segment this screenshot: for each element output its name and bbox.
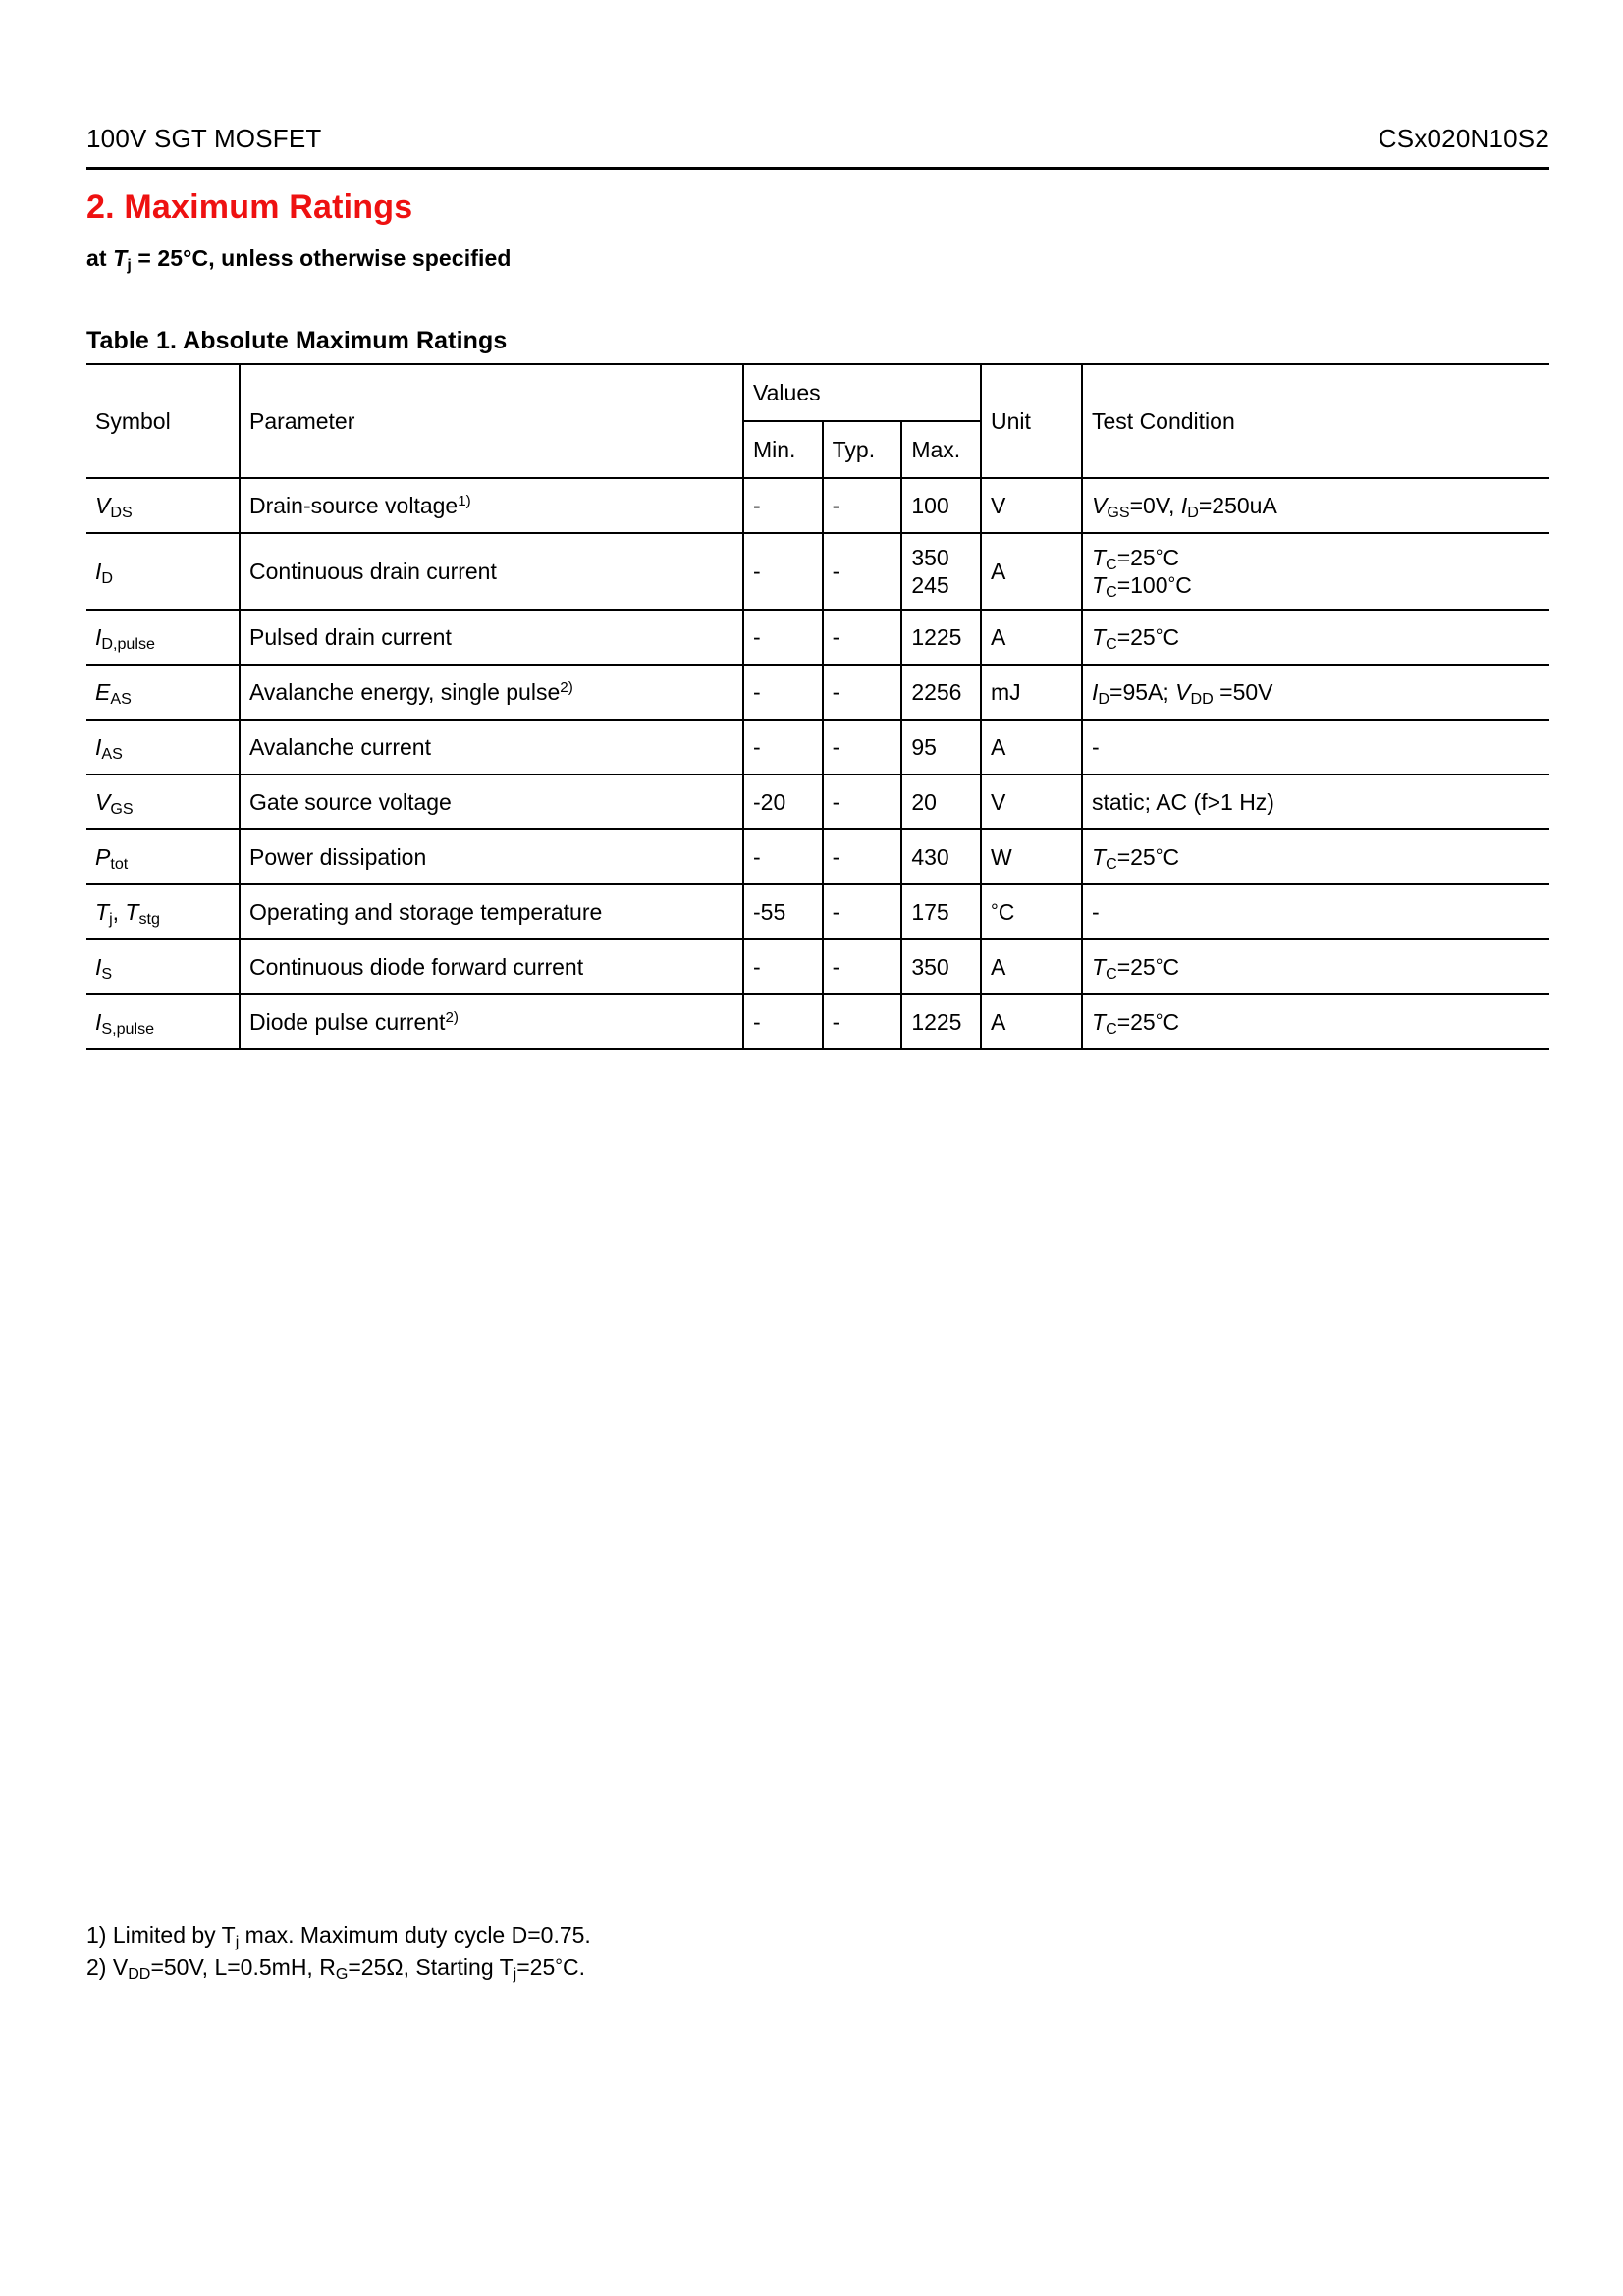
cell-min: - <box>743 610 823 665</box>
text-run: C <box>1163 953 1180 980</box>
cell-max-line-2: 245 <box>911 572 949 598</box>
cell-max: 20 <box>901 774 981 829</box>
cell-typ: - <box>823 478 902 533</box>
cell-typ: - <box>823 829 902 884</box>
cell-symbol <box>86 610 240 665</box>
symbol-subscript-2: stg <box>138 909 160 928</box>
cell-symbol <box>86 774 240 829</box>
table-row <box>86 610 1549 665</box>
cell-unit: mJ <box>981 665 1082 720</box>
text-run: 1) Limited by T <box>86 1922 236 1948</box>
cell-max: 100 <box>901 478 981 533</box>
symbol-subscript: j <box>109 909 113 928</box>
symbol-subscript: S,pulse <box>101 1019 155 1038</box>
cell-max: 95 <box>901 720 981 774</box>
table-row <box>86 774 1549 829</box>
parameter-text: Avalanche current <box>249 733 431 760</box>
text-run: C. <box>562 1954 585 1981</box>
cell-unit: A <box>981 994 1082 1049</box>
cell-max: 350 <box>901 939 981 994</box>
parameter-text: Power dissipation <box>249 843 427 870</box>
text-run: C <box>1163 544 1180 570</box>
text-run: =25Ω, Starting T <box>348 1954 514 1981</box>
table-row <box>86 478 1549 533</box>
cell-parameter <box>240 884 743 939</box>
footnote-line <box>86 1919 591 1951</box>
cell-parameter <box>240 665 743 720</box>
cell-min: -20 <box>743 774 823 829</box>
table-row <box>86 939 1549 994</box>
symbol-subscript: G <box>335 1965 349 1984</box>
symbol-subscript: C <box>1106 555 1117 573</box>
symbol-italic: T <box>1092 544 1107 570</box>
table-head <box>86 364 1549 478</box>
cell-parameter <box>240 994 743 1049</box>
section-subtitle <box>86 245 511 272</box>
cell-min: -55 <box>743 884 823 939</box>
cell-unit: A <box>981 939 1082 994</box>
symbol-italic: I <box>1180 492 1188 518</box>
ratings-table-wrapper <box>86 363 1549 1050</box>
cell-symbol <box>86 533 240 610</box>
symbol-subscript: j <box>513 1965 517 1984</box>
cell-typ: - <box>823 939 902 994</box>
symbol-subscript: D,pulse <box>101 634 155 653</box>
degree-sign: ° <box>991 900 999 922</box>
running-header <box>86 126 1549 151</box>
parameter-text: Continuous drain current <box>249 558 497 584</box>
col-header-symbol: Symbol <box>86 364 240 478</box>
symbol-subscript: D <box>1098 689 1110 708</box>
cell-typ: - <box>823 884 902 939</box>
cell-parameter <box>240 774 743 829</box>
text-run: =95A; <box>1109 678 1176 705</box>
cell-max-line-1: 350 <box>911 544 949 570</box>
symbol-text: I <box>95 623 102 650</box>
parameter-text: Continuous diode forward current <box>249 953 584 980</box>
cell-parameter <box>240 720 743 774</box>
degree-sign: ° <box>1155 625 1163 647</box>
cell-test-condition <box>1082 994 1549 1049</box>
cell-min: - <box>743 665 823 720</box>
degree-sign: ° <box>555 1956 563 1978</box>
symbol-subscript: DS <box>110 503 133 521</box>
symbol-italic: T <box>1092 953 1107 980</box>
cell-unit: V <box>981 774 1082 829</box>
footnote-marker: 2) <box>445 1008 459 1026</box>
text-run: =25 <box>1116 623 1156 650</box>
symbol-subscript: j <box>235 1933 240 1950</box>
symbol-italic: V <box>1175 678 1191 705</box>
table-header-row-1 <box>86 364 1549 421</box>
text-run: =25 <box>516 1954 556 1981</box>
symbol-subscript: C <box>1106 583 1117 601</box>
degree-sign: ° <box>1167 574 1176 595</box>
symbol-italic: T <box>1092 1008 1107 1035</box>
symbol-subscript: DD <box>1190 689 1214 708</box>
symbol-text-2: T <box>125 898 139 925</box>
cell-typ: - <box>823 774 902 829</box>
cell-symbol <box>86 994 240 1049</box>
cell-min: - <box>743 533 823 610</box>
table-row <box>86 533 1549 610</box>
parameter-text: Drain-source voltage <box>249 492 459 518</box>
cell-min: - <box>743 939 823 994</box>
text-run: =25 <box>1116 843 1156 870</box>
text-run: C <box>1163 1008 1180 1035</box>
col-header-parameter: Parameter <box>240 364 743 478</box>
symbol-text: I <box>95 1008 102 1035</box>
footnotes-block <box>86 1919 591 1985</box>
cell-test-condition-line-2 <box>1092 571 1542 599</box>
cell-test-condition <box>1082 665 1549 720</box>
symbol-text: T <box>95 898 110 925</box>
symbol-subscript: AS <box>101 744 123 763</box>
symbol-subscript: C <box>1106 1019 1117 1038</box>
degree-sign: ° <box>1155 845 1163 867</box>
absolute-maximum-ratings-table <box>86 363 1549 1050</box>
cell-max: 1225 <box>901 994 981 1049</box>
unit-text: C <box>998 898 1015 925</box>
cell-typ: - <box>823 610 902 665</box>
degree-sign: ° <box>1155 955 1163 977</box>
cell-parameter <box>240 478 743 533</box>
degree-sign: ° <box>1155 1010 1163 1032</box>
subtitle-prefix: at <box>86 245 114 271</box>
cell-unit: A <box>981 610 1082 665</box>
symbol-subscript: AS <box>110 689 132 708</box>
header-part-number: CSx020N10S2 <box>1378 124 1549 153</box>
col-header-max: Max. <box>901 421 981 478</box>
cell-min: - <box>743 829 823 884</box>
cell-typ: - <box>823 720 902 774</box>
cell-test-condition <box>1082 884 1549 939</box>
text-run: =100 <box>1116 572 1168 598</box>
cell-test-condition <box>1082 939 1549 994</box>
cell-min: - <box>743 720 823 774</box>
cell-unit: V <box>981 478 1082 533</box>
cell-test-condition <box>1082 829 1549 884</box>
symbol-text: P <box>95 843 111 870</box>
cell-min: - <box>743 478 823 533</box>
symbol-subscript: DD <box>128 1965 151 1984</box>
symbol-italic: T <box>1092 623 1107 650</box>
parameter-text: Diode pulse current <box>249 1008 446 1035</box>
symbol-text: E <box>95 678 111 705</box>
symbol-italic: T <box>1092 572 1107 598</box>
cell-typ: - <box>823 533 902 610</box>
cell-unit <box>981 884 1082 939</box>
table-row <box>86 884 1549 939</box>
symbol-subscript: D <box>1187 503 1199 521</box>
text-run: =250uA <box>1198 492 1277 518</box>
col-header-typ: Typ. <box>823 421 902 478</box>
col-header-test-condition: Test Condition <box>1082 364 1549 478</box>
cell-max: 430 <box>901 829 981 884</box>
cell-test-condition <box>1082 720 1549 774</box>
text-run: 2) V <box>86 1954 129 1981</box>
cell-unit: A <box>981 533 1082 610</box>
table-row <box>86 994 1549 1049</box>
cell-symbol <box>86 478 240 533</box>
cell-parameter <box>240 610 743 665</box>
symbol-text: V <box>95 492 111 518</box>
text-run: C <box>1163 623 1180 650</box>
symbol-separator: , <box>112 898 126 925</box>
text-run: =25 <box>1116 953 1156 980</box>
header-product-family: 100V SGT MOSFET <box>86 124 322 153</box>
cell-test-condition <box>1082 478 1549 533</box>
symbol-text: I <box>95 558 102 584</box>
cell-symbol <box>86 884 240 939</box>
footnote-line <box>86 1951 591 1984</box>
footnote-marker: 2) <box>560 678 573 696</box>
cell-test-condition <box>1082 610 1549 665</box>
symbol-text: I <box>95 953 102 980</box>
cell-test-condition <box>1082 774 1549 829</box>
cell-parameter <box>240 939 743 994</box>
subtitle-symbol: T <box>113 245 128 271</box>
text-run: static; AC (f>1 Hz) <box>1092 788 1274 815</box>
symbol-subscript: C <box>1106 964 1117 983</box>
parameter-text: Operating and storage temperature <box>249 898 603 925</box>
parameter-text: Gate source voltage <box>249 788 452 815</box>
cell-unit: A <box>981 720 1082 774</box>
cell-max: 2256 <box>901 665 981 720</box>
symbol-subscript: tot <box>110 854 129 873</box>
cell-symbol <box>86 939 240 994</box>
text-run: - <box>1092 898 1100 925</box>
parameter-text: Pulsed drain current <box>249 623 452 650</box>
symbol-subscript: D <box>101 568 114 587</box>
section-title: 2. Maximum Ratings <box>86 188 413 226</box>
text-run: max. Maximum duty cycle D=0.75. <box>239 1922 591 1948</box>
subtitle-symbol-subscript: j <box>127 256 132 274</box>
cell-symbol <box>86 829 240 884</box>
symbol-text: I <box>95 733 102 760</box>
footnote-marker: 1) <box>458 492 471 509</box>
col-header-values: Values <box>743 364 981 421</box>
cell-unit: W <box>981 829 1082 884</box>
cell-max: 1225 <box>901 610 981 665</box>
table-caption: Table 1. Absolute Maximum Ratings <box>86 327 508 354</box>
symbol-subscript: GS <box>110 799 134 818</box>
text-run: =50V <box>1213 678 1273 705</box>
symbol-subscript: C <box>1106 634 1117 653</box>
symbol-text: V <box>95 788 111 815</box>
text-run: C <box>1163 843 1180 870</box>
cell-parameter <box>240 533 743 610</box>
subtitle-rest: = 25°C, unless otherwise specified <box>131 245 512 271</box>
table-row <box>86 829 1549 884</box>
text-run: =50V, L=0.5mH, R <box>150 1954 336 1981</box>
text-run: =25 <box>1116 1008 1156 1035</box>
symbol-italic: I <box>1092 678 1099 705</box>
cell-typ: - <box>823 665 902 720</box>
cell-max: 175 <box>901 884 981 939</box>
symbol-subscript: GS <box>1107 503 1130 521</box>
text-run: C <box>1175 572 1192 598</box>
col-header-unit: Unit <box>981 364 1082 478</box>
cell-test-condition-line-1 <box>1092 544 1542 571</box>
cell-min: - <box>743 994 823 1049</box>
symbol-subscript: C <box>1106 854 1117 873</box>
cell-parameter <box>240 829 743 884</box>
symbol-italic: T <box>1092 843 1107 870</box>
text-run: =25 <box>1116 544 1156 570</box>
symbol-subscript: S <box>101 964 113 983</box>
cell-max <box>901 533 981 610</box>
text-run: - <box>1092 733 1100 760</box>
header-divider <box>86 167 1549 170</box>
degree-sign: ° <box>1155 546 1163 567</box>
table-row <box>86 665 1549 720</box>
symbol-italic: V <box>1092 492 1108 518</box>
cell-typ: - <box>823 994 902 1049</box>
cell-symbol <box>86 720 240 774</box>
parameter-text: Avalanche energy, single pulse <box>249 678 561 705</box>
cell-test-condition <box>1082 533 1549 610</box>
table-body <box>86 478 1549 1049</box>
text-run: =0V, <box>1129 492 1181 518</box>
col-header-min: Min. <box>743 421 823 478</box>
cell-symbol <box>86 665 240 720</box>
table-row <box>86 720 1549 774</box>
